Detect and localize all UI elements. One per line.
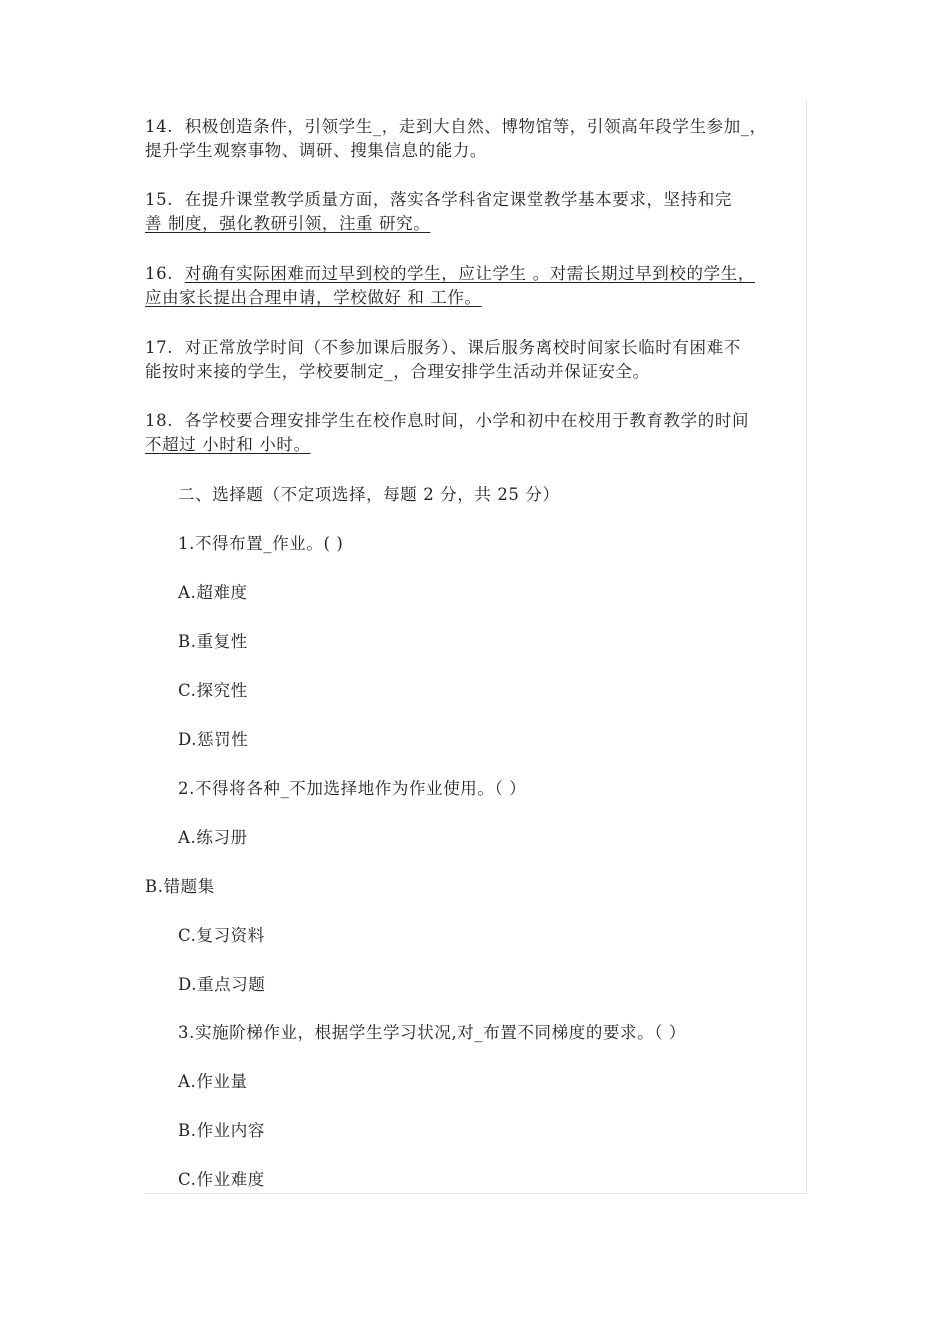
option-a: A.练习册 [178, 828, 248, 847]
option-c: C.复习资料 [178, 926, 265, 945]
question-line: 不超过 小时和 小时。 [145, 435, 311, 454]
question-line: 15. 在提升课堂教学质量方面，落实各学科省定课堂教学基本要求，坚持和完 [145, 190, 732, 209]
choice-question-3: 3.实施阶梯作业，根据学生学习状况,对_布置不同梯度的要求。（ ） [178, 1023, 687, 1042]
fill-question-15 [145, 188, 807, 236]
choice-question-2: 2.不得将各种_不加选择地作为作业使用。（ ） [178, 779, 527, 798]
question-line: 善 制度，强化教研引领，注重 研究。 [145, 214, 431, 233]
option-b: B.错题集 [145, 877, 215, 896]
question-line: 18. 各学校要合理安排学生在校作息时间，小学和初中在校用于教育教学的时间 [145, 411, 750, 430]
option-b: B.作业内容 [178, 1121, 265, 1140]
question-line: 提升学生观察事物、调研、搜集信息的能力。 [145, 141, 487, 160]
option-a: A.超难度 [178, 583, 248, 602]
fill-question-18 [145, 409, 807, 457]
fill-question-17 [145, 336, 807, 384]
option-d: D.惩罚性 [178, 730, 249, 749]
option-d: D.重点习题 [178, 975, 266, 994]
option-a: A.作业量 [178, 1072, 248, 1091]
option-c: C.作业难度 [178, 1170, 265, 1189]
question-line: 16. 对确有实际困难而过早到校的学生，应让学生 。对需长期过早到校的学生， [145, 264, 755, 283]
fill-question-16 [145, 262, 807, 310]
option-b: B.重复性 [178, 632, 248, 651]
option-c: C.探究性 [178, 681, 248, 700]
question-line: 17. 对正常放学时间（不参加课后服务）、课后服务离校时间家长临时有困难不 [145, 338, 741, 357]
fill-question-14 [145, 115, 807, 163]
question-line: 能按时来接的学生，学校要制定_，合理安排学生活动并保证安全。 [145, 362, 650, 381]
choice-question-1: 1.不得布置_作业。( ) [178, 534, 344, 553]
question-line: 应由家长提出合理申请，学校做好 和 工作。 [145, 288, 482, 307]
question-line: 14. 积极创造条件，引领学生_，走到大自然、博物馆等，引领高年段学生参加_， [145, 117, 767, 136]
page-border-bottom [145, 1193, 807, 1194]
section-title: 二、选择题（不定项选择，每题 2 分，共 25 分） [178, 485, 560, 504]
